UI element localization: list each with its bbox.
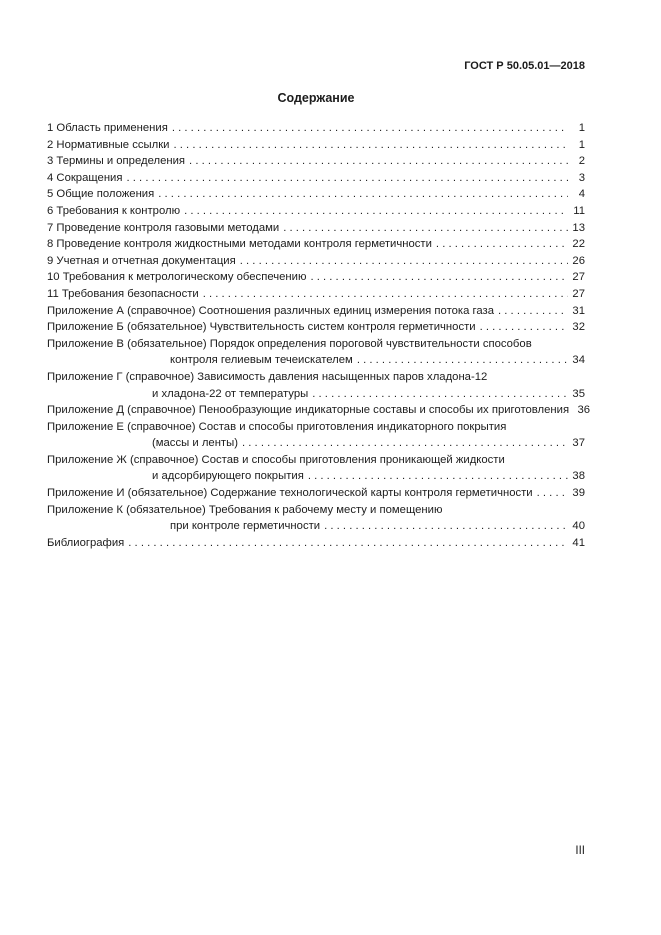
toc-entry <box>47 386 585 403</box>
toc-entry-page: 4 <box>578 188 585 201</box>
toc-entry-page: 11 <box>573 204 585 217</box>
dot-leader <box>240 253 568 270</box>
dot-leader <box>480 319 568 336</box>
toc-entry-text: Приложение Г (справочное) Зависимость давления насыщенных паров хладона-12 <box>47 370 488 383</box>
toc-entry-page: 26 <box>572 254 585 267</box>
toc-entry-page: 32 <box>572 321 585 334</box>
toc-entry-text: Приложение Д (справочное) Пенообразующие индикаторные составы и способы их приготовления <box>47 404 570 417</box>
toc-entry <box>47 186 585 203</box>
dot-leader <box>310 269 568 286</box>
toc-entry <box>47 203 585 220</box>
toc-entry <box>47 319 585 336</box>
dot-leader <box>184 203 568 220</box>
toc-entry-page: 2 <box>578 155 585 168</box>
dot-leader <box>127 170 569 187</box>
toc-entry-page: 35 <box>572 387 585 400</box>
document-code: ГОСТ Р 50.05.01—2018 <box>464 60 585 72</box>
toc-entry-page: 36 <box>577 404 591 417</box>
toc-entry <box>47 485 585 502</box>
toc-entry-page: 1 <box>578 138 585 151</box>
dot-leader <box>537 485 568 502</box>
toc-entry <box>47 352 585 369</box>
dot-leader <box>242 435 568 452</box>
toc-entry-text: и адсорбирующего покрытия <box>152 470 304 483</box>
toc-entry-page: 31 <box>572 304 585 317</box>
dot-leader <box>498 303 568 320</box>
toc-entry <box>47 137 585 154</box>
toc-entry-page: 22 <box>572 238 585 251</box>
toc-entry <box>47 518 585 535</box>
toc-entry-page: 37 <box>572 437 585 450</box>
toc-entry <box>47 153 585 170</box>
toc-entry-text: 1 Область применения <box>47 122 168 134</box>
page-title: Содержание <box>277 91 355 105</box>
toc-entry-text: Приложение А (справочное) Соотношения различных единиц измерения потока газа <box>47 304 494 317</box>
toc-entry-text: Приложение К (обязательное) Требования к рабочему месту и помещению <box>47 503 443 516</box>
toc-entry-page: 27 <box>572 287 585 300</box>
toc-entry-text: Приложение Е (справочное) Состав и способы приготовления индикаторного покрытия <box>47 420 507 433</box>
toc-entry <box>47 286 585 303</box>
toc-entry-page: 39 <box>572 487 585 500</box>
toc-entry-page: 13 <box>572 221 585 234</box>
toc-entry <box>47 269 585 286</box>
dot-leader <box>189 153 568 170</box>
toc-entry <box>47 468 585 485</box>
dot-leader <box>436 236 568 253</box>
folio-page-number: III <box>575 845 585 857</box>
toc-entry-page: 34 <box>572 354 585 367</box>
dot-leader <box>324 518 568 535</box>
toc-entry-text: Приложение И (обязательное) Содержание технологической карты контроля герметичности <box>47 487 533 500</box>
toc-entry <box>47 535 585 552</box>
toc-entry-text: 4 Сокращения <box>47 171 123 184</box>
toc-entry-text: контроля гелиевым течеискателем <box>170 354 353 367</box>
toc-entry-text: 5 Общие положения <box>47 188 155 201</box>
toc-entry-text: при контроле герметичности <box>170 520 321 533</box>
dot-leader <box>312 386 568 403</box>
toc-entry-text: 7 Проведение контроля газовыми методами <box>47 221 280 234</box>
toc-entry <box>47 236 585 253</box>
toc-entry <box>47 369 585 386</box>
toc-entry <box>47 452 585 469</box>
dot-leader <box>158 186 568 203</box>
dot-leader <box>308 468 568 485</box>
page-header <box>47 60 585 73</box>
toc-entry <box>47 435 585 452</box>
toc-entry-text: 3 Термины и определения <box>47 155 186 168</box>
toc-entry <box>47 336 585 353</box>
toc-entry <box>47 253 585 270</box>
toc-entry <box>47 120 585 137</box>
toc-entry-text: Приложение Б (обязательное) Чувствительность систем контроля герметичности <box>47 321 476 334</box>
dot-leader <box>283 220 568 237</box>
toc-entry-page: 40 <box>572 520 585 533</box>
toc-entry-text: 11 Требования безопасности <box>47 287 199 300</box>
dot-leader <box>173 137 568 154</box>
toc-entry-text: Приложение В (обязательное) Порядок определения пороговой чувствительности способов <box>47 337 532 350</box>
toc-entry-page: 1 <box>578 122 585 134</box>
dot-leader <box>357 352 568 369</box>
toc-entry-text: 6 Требования к контролю <box>47 204 181 217</box>
toc-entry <box>47 303 585 320</box>
toc-entry-text: и хладона-22 от температуры <box>152 387 309 400</box>
toc-entry-text: 2 Нормативные ссылки <box>47 138 170 151</box>
toc-entry-page: 38 <box>572 470 585 483</box>
toc-entry-page: 3 <box>578 171 585 184</box>
dot-leader <box>172 120 568 137</box>
toc-entry-text: 9 Учетная и отчетная документация <box>47 254 236 267</box>
toc-entry <box>47 170 585 187</box>
toc-entry-text: Библиография <box>47 536 125 549</box>
toc-entry-text: 10 Требования к метрологическому обеспечению <box>47 271 307 284</box>
dot-leader <box>203 286 568 303</box>
toc-entry <box>47 419 585 436</box>
page-footer <box>575 845 585 857</box>
toc-entry-text: 8 Проведение контроля жидкостными методами контроля герметичности <box>47 238 432 251</box>
toc-entry <box>47 220 585 237</box>
toc-entry-text: Приложение Ж (справочное) Состав и способы приготовления проникающей жидкости <box>47 453 505 466</box>
table-of-contents <box>47 120 591 551</box>
toc-entry-page: 27 <box>572 271 585 284</box>
toc-entry-page: 41 <box>572 536 585 549</box>
toc-entry-text: (массы и ленты) <box>152 437 238 450</box>
toc-entry <box>47 402 591 419</box>
toc-entry <box>47 502 585 519</box>
dot-leader <box>128 535 568 552</box>
